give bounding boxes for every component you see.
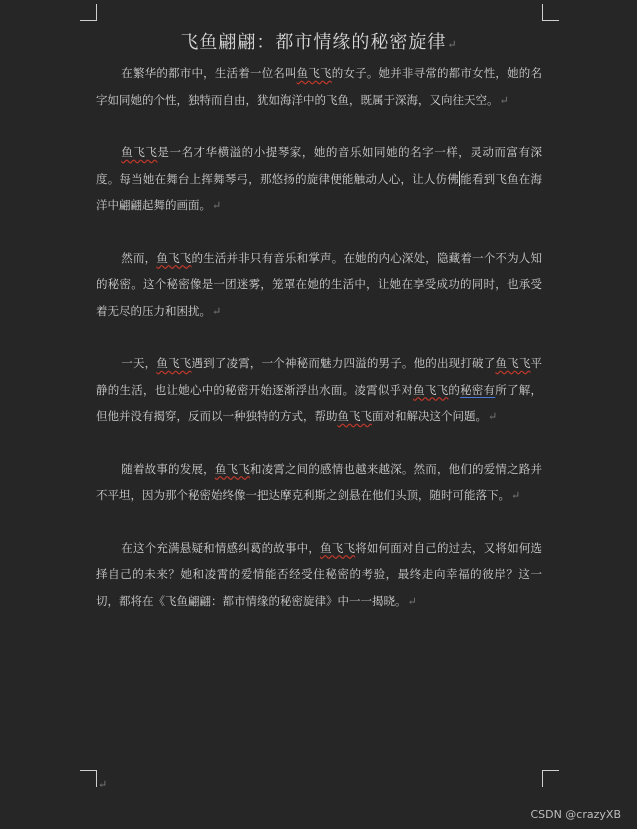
text-run: 随着故事的发展， <box>121 461 215 476</box>
spellcheck-flagged-text: 鱼飞飞 <box>296 66 332 80</box>
text-run: 的 <box>448 382 461 397</box>
paragraph[interactable] <box>96 350 542 431</box>
page-corner-marker <box>542 770 559 787</box>
spellcheck-flagged-text: 鱼飞飞 <box>337 409 372 423</box>
spellcheck-flagged-text: 鱼飞飞 <box>214 461 250 476</box>
paragraph-mark-icon: ↵ <box>212 304 222 318</box>
paragraph-mark-icon: ↵ <box>407 594 417 608</box>
document-title[interactable] <box>96 28 542 54</box>
paragraph-mark-icon: ↵ <box>511 489 521 502</box>
text-run: 面对和解决这个问题。 <box>372 409 487 423</box>
paragraph-mark-icon: ↵ <box>212 199 222 212</box>
paragraph-mark-icon: ↵ <box>98 778 108 791</box>
spellcheck-flagged-text: 鱼飞飞 <box>495 356 531 370</box>
text-run: 在这个充满悬疑和情感纠葛的故事中， <box>121 540 321 555</box>
page-corner-marker <box>80 770 97 787</box>
text-run: 然而， <box>121 250 157 265</box>
text-run: 的生活并非只有音乐和掌声。在她的内心深处，隐藏着一个不为人知的秘密。这个秘密像是一团迷雾，笼罩在她的生活中，让她在享受成功的同时，也承受着无尽的压力和困扰。 <box>96 250 543 318</box>
paragraph[interactable] <box>96 139 542 220</box>
grammar-flagged-text: 秘密有 <box>460 382 496 397</box>
text-run: 能看到飞鱼在海洋中翩翩起舞的画面。 <box>96 171 543 212</box>
title-text: 飞鱼翩翩：都市情缘的秘密旋律 <box>180 32 447 53</box>
paragraph[interactable] <box>96 535 542 616</box>
text-run: 是一名才华横溢的小提琴家，她的音乐如同她的名字一样，灵动而富有深度。每当她在舞台上挥舞琴弓，那悠扬的旋律便能触动人心，让人仿佛 <box>96 145 542 186</box>
spellcheck-flagged-text: 鱼飞飞 <box>121 145 158 159</box>
paragraph-mark-icon: ↵ <box>488 410 498 423</box>
paragraph-mark-icon: ↵ <box>499 93 509 107</box>
text-run: 将如何面对自己的过去，又将如何选择自己的未来？她和凌霄的爱情能否经受住秘密的考验，最终走向幸福的彼岸？这一切，都将在《飞鱼翩翩：都市情缘的秘密旋律》中一一揭晓。 <box>96 540 543 608</box>
paragraph-mark-icon: ↵ <box>447 38 458 51</box>
text-run: 平静的生活，也让她心中的秘密开始逐渐浮出水面。凌霄似乎对 <box>96 356 543 397</box>
page-corner-marker <box>542 4 559 21</box>
text-run: 遇到了凌霄，一个神秘而魅力四溢的男子。他的出现打破了 <box>191 356 496 370</box>
text-run: 一天， <box>121 356 157 370</box>
spellcheck-flagged-text: 鱼飞飞 <box>320 540 356 555</box>
text-run: 所了解，但他并没有揭穿，反而以一种独特的方式，帮助 <box>96 382 543 423</box>
paragraph[interactable] <box>96 245 542 326</box>
text-run: 和凌霄之间的感情也越来越深。然而，他们的爱情之路并不平坦，因为那个秘密始终像一把达摩克利斯之剑悬在他们头顶，随时可能落下。 <box>96 461 542 502</box>
page-corner-marker <box>80 4 97 21</box>
spellcheck-flagged-text: 鱼飞飞 <box>413 382 449 397</box>
spellcheck-flagged-text: 鱼飞飞 <box>156 250 192 265</box>
paragraph[interactable] <box>96 60 542 114</box>
text-run: 在繁华的都市中，生活着一位名叫 <box>121 66 297 80</box>
document-body[interactable] <box>96 60 542 640</box>
watermark: CSDN @crazyXB <box>530 808 621 821</box>
spellcheck-flagged-text: 鱼飞飞 <box>156 356 192 370</box>
paragraph[interactable] <box>96 456 542 510</box>
text-run: 的女子。她并非寻常的都市女性，她的名字如同她的个性，独特而自由，犹如海洋中的飞鱼，既属于深海，又向往天空。 <box>96 66 543 107</box>
